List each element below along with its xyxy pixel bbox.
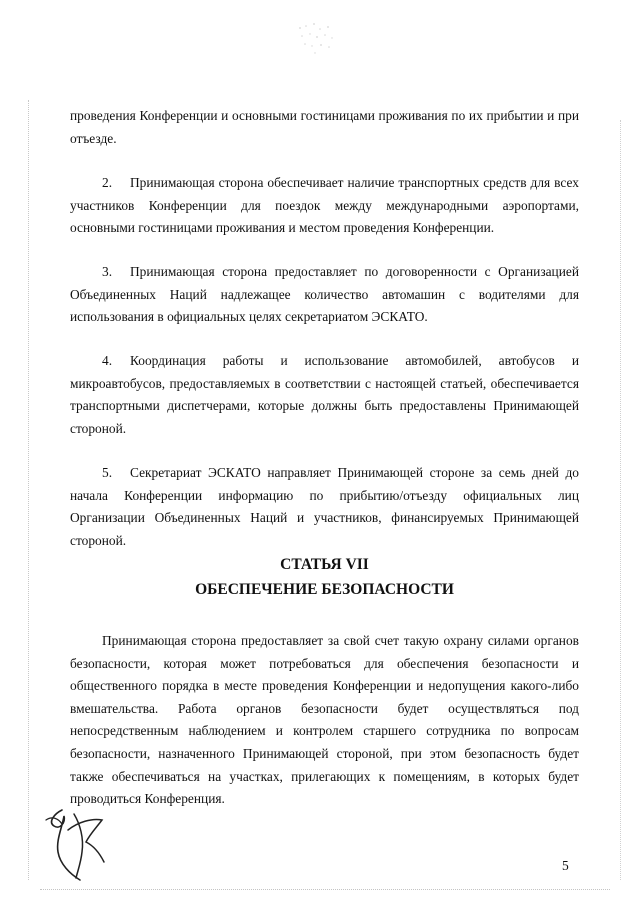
list-item <box>70 261 579 329</box>
item-text: Секретариат ЭСКАТО направляет Принимающей стороне за семь дней до начала Конференции информацию по прибытию/отъезду официальных лиц Организации Объединенных Наций и участников, финансируемых Принимающей стороной. <box>70 465 579 548</box>
signature-image <box>40 800 112 884</box>
continuation-paragraph <box>70 105 579 150</box>
page-number: 5 <box>562 858 569 873</box>
item-text: Координация работы и использование автомобилей, автобусов и микроавтобусов, предоставляемых в соответствии с настоящей статьей, обеспечивается транспортными диспетчерами, которые должны быть предоставлены Принимающей стороной. <box>70 353 579 436</box>
article-heading: СТАТЬЯ VII <box>280 556 369 573</box>
security-text: Принимающая сторона предоставляет за свой счет такую охрану силами органов безопасности, которая может потребоваться для обеспечения безопасности и общественного порядка в месте проведения Конференции и недопущения какого-либо вмешательства. Работа органов безопасности будет осуществляться под непосредственным наблюдением и контролем старшего сотрудника по вопросам безопасности, назначенного Принимающей стороной, при этом безопасность будет также обеспечиваться на участках, прилегающих к помещениям, в которых будет проводиться Конференция. <box>70 633 579 807</box>
item-number: 3. <box>102 264 113 279</box>
security-paragraph <box>70 630 579 811</box>
list-item <box>70 350 579 440</box>
continuation-text: проведения Конференции и основными гостиницами проживания по их прибытии и при отъезде. <box>70 108 579 146</box>
list-item <box>70 462 579 552</box>
article-title: ОБЕСПЕЧЕНИЕ БЕЗОПАСНОСТИ <box>195 581 454 598</box>
list-item <box>70 172 579 240</box>
emblem-smudge <box>290 20 340 60</box>
item-number: 4. <box>102 353 113 368</box>
scan-edge-bottom <box>40 889 610 891</box>
scan-edge-left <box>28 100 30 880</box>
item-text: Принимающая сторона обеспечивает наличие транспортных средств для всех участников Конференции для поездок между международными аэропортами, основными гостиницами проживания и местом проведения Конференции. <box>70 175 579 236</box>
scan-edge-right <box>620 120 622 880</box>
item-text: Принимающая сторона предоставляет по договоренности с Организацией Объединенных Наций надлежащее количество автомашин с водителями для использования в официальных целях секретариатом ЭСКАТО. <box>70 264 579 325</box>
item-number: 5. <box>102 465 113 480</box>
item-number: 2. <box>102 175 113 190</box>
